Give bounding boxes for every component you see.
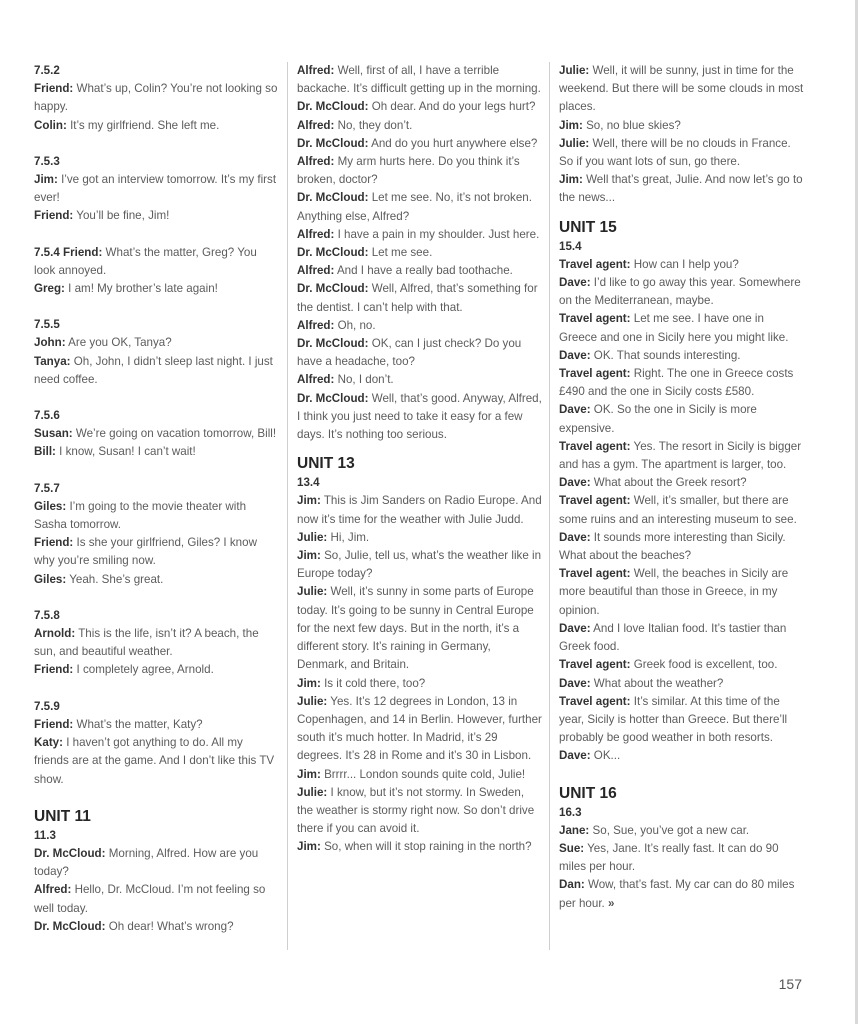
dialogue-text: Well, Alfred, that’s something for the dentist. I can’t help with that. (297, 282, 538, 314)
dialogue-line (297, 838, 543, 856)
speaker-name: Dave: (559, 621, 591, 635)
exercise-code: 7.5.9 (34, 699, 60, 713)
speaker-name: Travel agent: (559, 494, 631, 508)
dialogue-text: So, Julie, tell us, what’s the weather like in Europe today? (297, 549, 542, 581)
dialogue-text: My arm hurts here. Do you think it’s broken, doctor? (297, 155, 520, 187)
speaker-name: Alfred: (297, 318, 335, 332)
dialogue-text: I’d like to go away this year. Somewhere on the Mediterranean, maybe. (559, 276, 801, 308)
dialogue-line (559, 438, 805, 474)
unit-heading: UNIT 11 (34, 807, 91, 825)
dialogue-line (34, 353, 280, 389)
dialogue-text: Well that’s great, Julie. And now let’s go to the news... (559, 173, 803, 205)
dialogue-text: Well, it’s sunny in some parts of Europe today. It’s going to be sunny in Central Europe for the next few days. But in the north, it’s a different story. It’s raining in Germany, Denmark, and Britain. (297, 585, 534, 672)
dialogue-line (559, 876, 805, 912)
speaker-name: Dave: (559, 749, 591, 763)
dialogue-text: Brrrr... London sounds quite cold, Julie! (320, 767, 526, 781)
dialogue-line (559, 274, 805, 310)
dialogue-text: Well, it will be sunny, just in time for the weekend. But there will be some clouds in most places. (559, 64, 804, 114)
dialogue-line (559, 747, 805, 765)
dialogue-line (559, 256, 805, 274)
dialogue-line (34, 334, 280, 352)
dialogue-text: So, Sue, you’ve got a new car. (589, 823, 750, 837)
dialogue-text: I know, but it’s not stormy. In Sweden, the weather is stormy right now. So don’t drive there if you can avoid it. (297, 785, 535, 836)
dialogue-text: What’s up, Colin? You’re not looking so happy. (34, 82, 278, 114)
dialogue-text: OK. That sounds interesting. (590, 348, 741, 362)
dialogue-text: We’re going on vacation tomorrow, Bill! (72, 427, 277, 441)
transcript-section (34, 607, 280, 680)
speaker-name: Travel agent: (559, 567, 631, 581)
exercise-code: 7.5.8 (34, 608, 60, 622)
exercise-code: 7.5.4 (34, 245, 60, 259)
speaker-name: Travel agent: (559, 367, 631, 381)
dialogue-text: Wow, that’s fast. My car can do 80 miles per hour. (559, 878, 795, 910)
dialogue-text: Let me see. (368, 246, 433, 260)
dialogue-line (34, 425, 280, 443)
dialogue-text: You’ll be fine, Jim! (73, 209, 170, 223)
speaker-name: Jim: (297, 494, 321, 508)
speaker-name: Dr. McCloud: (297, 191, 369, 205)
transcript-section (34, 244, 280, 299)
dialogue-line (559, 310, 805, 346)
dialogue-line (559, 840, 805, 876)
dialogue-line (297, 390, 543, 445)
transcript-column-1 (34, 62, 280, 954)
dialogue-text: Let me see. I have one in Greece and one in Sicily here you might like. (559, 312, 789, 344)
transcript-section (34, 407, 280, 462)
transcript-column-2 (297, 62, 543, 875)
dialogue-line (297, 583, 543, 674)
dialogue-text: Is she your girlfriend, Giles? I know why you’re smiling now. (34, 536, 257, 568)
speaker-name: Tanya: (34, 354, 71, 368)
dialogue-text: This is the life, isn’t it? A beach, the sun, and beautiful weather. (34, 627, 259, 659)
speaker-name: Julie: (297, 785, 328, 799)
dialogue-line (559, 401, 805, 437)
dialogue-line (297, 335, 543, 371)
speaker-name: Friend: (34, 536, 74, 550)
dialogue-line (297, 693, 543, 766)
dialogue-text: I’m going to the movie theater with Sasha tomorrow. (34, 499, 247, 532)
speaker-name: Sue: (559, 841, 585, 855)
transcript-section (34, 62, 280, 135)
dialogue-text: I completely agree, Arnold. (73, 663, 214, 677)
speaker-name: Travel agent: (559, 257, 631, 271)
dialogue-line (297, 153, 543, 189)
dialogue-line (559, 474, 805, 492)
exercise-code: 7.5.3 (34, 154, 60, 168)
speaker-name: Dr. McCloud: (297, 391, 369, 405)
dialogue-line (559, 675, 805, 693)
dialogue-line (559, 656, 805, 674)
speaker-name: Dave: (559, 276, 591, 290)
exercise-code: 13.4 (297, 476, 320, 490)
speaker-name: Alfred: (297, 155, 335, 169)
dialogue-text: How can I help you? (630, 257, 739, 271)
dialogue-line (559, 565, 805, 620)
dialogue-text: Oh, no. (334, 318, 376, 332)
dialogue-text: Oh dear! What’s wrong? (105, 919, 234, 933)
dialogue-text: It’s similar. At this time of the year, Sicily is hotter than Greece. But there’ll probably be good weather in both resorts. (559, 694, 788, 745)
dialogue-line (34, 881, 280, 917)
dialogue-line (297, 117, 543, 135)
dialogue-line (297, 98, 543, 116)
dialogue-line (297, 492, 543, 528)
speaker-name: Travel agent: (559, 439, 631, 453)
speaker-name: Jim: (297, 767, 321, 781)
dialogue-line (34, 171, 280, 207)
dialogue-line (297, 62, 543, 98)
column-divider (549, 62, 550, 950)
transcript-section (34, 153, 280, 226)
speaker-name: Arnold: (34, 627, 76, 641)
speaker-name: Katy: (34, 736, 63, 750)
speaker-name: Jim: (34, 173, 58, 187)
dialogue-text: OK... (590, 749, 621, 763)
speaker-name: Dave: (559, 530, 591, 544)
speaker-name: Travel agent: (559, 694, 631, 708)
exercise-code: 16.3 (559, 805, 582, 819)
speaker-name: Dave: (559, 348, 591, 362)
exercise-code: 7.5.7 (34, 481, 60, 495)
dialogue-text: I’ve got an interview tomorrow. It’s my first ever! (34, 173, 277, 205)
page-number: 157 (778, 976, 802, 992)
speaker-name: Dave: (559, 676, 591, 690)
dialogue-line (559, 117, 805, 135)
transcript-continuation (559, 62, 805, 208)
speaker-name: Colin: (34, 118, 67, 132)
speaker-name: Friend: (34, 82, 74, 96)
transcript-section (34, 480, 280, 589)
speaker-name: Dan: (559, 878, 585, 892)
dialogue-line (34, 661, 280, 679)
speaker-name: Giles: (34, 499, 67, 513)
dialogue-text: I haven’t got anything to do. All my friends are at the game. And I don’t like this TV show. (34, 736, 275, 786)
continue-arrow-icon: » (608, 896, 614, 910)
dialogue-line (559, 620, 805, 656)
dialogue-text: Yes. It’s 12 degrees in London, 13 in Copenhagen, and 14 in Berlin. However, further south it’s much hotter. In Madrid, it’s 29 degrees. It’s 28 in Rome and it’s 30 in Lisbon. (297, 694, 542, 763)
dialogue-line (297, 675, 543, 693)
speaker-name: Alfred: (297, 373, 335, 387)
speaker-name: Friend: (34, 209, 74, 223)
dialogue-line (34, 534, 280, 570)
speaker-name: Travel agent: (559, 658, 631, 672)
unit-heading: UNIT 15 (559, 218, 617, 236)
dialogue-text: Let me see. No, it’s not broken. Anything else, Alfred? (297, 191, 532, 223)
speaker-name: Friend: (63, 245, 103, 259)
speaker-name: Dr. McCloud: (297, 136, 369, 150)
speaker-name: Alfred: (34, 883, 72, 897)
dialogue-line (297, 226, 543, 244)
speaker-name: Bill: (34, 445, 56, 459)
dialogue-text: Is it cold there, too? (320, 676, 426, 690)
speaker-name: Dr. McCloud: (297, 282, 369, 296)
dialogue-text: I know, Susan! I can’t wait! (55, 445, 196, 459)
speaker-name: Friend: (34, 663, 74, 677)
dialogue-line (559, 347, 805, 365)
dialogue-line (34, 571, 280, 589)
dialogue-line (34, 80, 280, 116)
exercise-code: 7.5.6 (34, 409, 60, 423)
dialogue-text: This is Jim Sanders on Radio Europe. And now it’s time for the weather with Julie Judd. (297, 494, 542, 526)
dialogue-text: What about the weather? (590, 676, 724, 690)
speaker-name: Julie: (559, 64, 590, 77)
exercise-code: 15.4 (559, 239, 582, 253)
dialogue-text: And I love Italian food. It’s tastier than Greek food. (559, 621, 787, 654)
dialogue-line (559, 365, 805, 401)
dialogue-text: What’s the matter, Katy? (73, 717, 203, 731)
dialogue-line (34, 498, 280, 534)
dialogue-text: Yes, Jane. It’s really fast. It can do 90 miles per hour. (559, 841, 779, 874)
dialogue-text: Right. The one in Greece costs £490 and the one in Sicily costs £580. (559, 367, 794, 399)
dialogue-text: Greek food is excellent, too. (630, 658, 778, 672)
speaker-name: Dr. McCloud: (297, 337, 369, 351)
unit-heading: UNIT 16 (559, 784, 617, 802)
speaker-name: Greg: (34, 282, 65, 296)
speaker-name: Alfred: (297, 227, 335, 241)
speaker-name: Jim: (559, 173, 583, 187)
speaker-name: Julie: (297, 585, 328, 599)
speaker-name: Jim: (297, 840, 321, 854)
unit-heading: UNIT 13 (297, 455, 355, 473)
dialogue-text: I have a pain in my shoulder. Just here. (334, 227, 540, 241)
speaker-name: Jane: (559, 823, 590, 837)
transcript-continuation (297, 62, 543, 444)
dialogue-line (297, 262, 543, 280)
dialogue-line (559, 171, 805, 207)
dialogue-text: OK. So the one in Sicily is more expensive. (559, 403, 757, 435)
dialogue-line (559, 822, 805, 840)
speaker-name: Jim: (297, 549, 321, 563)
dialogue-line (34, 625, 280, 661)
speaker-name: Julie: (559, 136, 590, 150)
dialogue-text: Well, there will be no clouds in France. So if you want lots of sun, go there. (559, 136, 791, 169)
unit-section (34, 807, 280, 936)
dialogue-text: Yes. The resort in Sicily is bigger and has a gym. The apartment is larger, too. (559, 439, 802, 472)
dialogue-text: Well, it’s smaller, but there are some ruins and an interesting museum to see. (559, 494, 797, 526)
dialogue-line (34, 117, 280, 135)
speaker-name: Dr. McCloud: (34, 919, 106, 933)
dialogue-text: No, they don’t. (334, 118, 413, 132)
dialogue-text: And I have a really bad toothache. (334, 264, 513, 278)
dialogue-line (297, 135, 543, 153)
dialogue-line (559, 529, 805, 565)
dialogue-line (34, 244, 280, 280)
exercise-code: 7.5.5 (34, 318, 60, 332)
dialogue-text: Hi, Jim. (327, 530, 370, 544)
dialogue-text: It’s my girlfriend. She left me. (66, 118, 220, 132)
speaker-name: John: (34, 336, 66, 350)
dialogue-line (559, 492, 805, 528)
unit-section (559, 218, 805, 766)
dialogue-text: So, when will it stop raining in the north? (320, 840, 532, 854)
dialogue-line (297, 280, 543, 316)
dialogue-line (297, 766, 543, 784)
dialogue-line (297, 784, 543, 839)
transcript-column-3 (559, 62, 805, 931)
exercise-code: 7.5.2 (34, 64, 60, 77)
dialogue-line (297, 529, 543, 547)
dialogue-text: So, no blue skies? (582, 118, 681, 132)
dialogue-text: OK, can I just check? Do you have a headache, too? (297, 337, 522, 369)
dialogue-line (297, 317, 543, 335)
speaker-name: Jim: (297, 676, 321, 690)
dialogue-text: Oh, John, I didn’t sleep last night. I just need coffee. (34, 354, 273, 386)
speaker-name: Dave: (559, 476, 591, 490)
speaker-name: Dr. McCloud: (34, 846, 106, 860)
dialogue-line (34, 734, 280, 789)
column-divider (287, 62, 288, 950)
speaker-name: Susan: (34, 427, 73, 441)
dialogue-line (297, 189, 543, 225)
unit-section (297, 454, 543, 856)
dialogue-text: I am! My brother’s late again! (64, 282, 218, 296)
dialogue-text: Oh dear. And do your legs hurt? (368, 100, 536, 114)
speaker-name: Dave: (559, 403, 591, 417)
speaker-name: Alfred: (297, 264, 335, 278)
transcript-section (34, 698, 280, 789)
speaker-name: Dr. McCloud: (297, 100, 369, 114)
dialogue-text: It sounds more interesting than Sicily. What about the beaches? (559, 530, 786, 563)
speaker-name: Alfred: (297, 64, 335, 77)
dialogue-text: Well, the beaches in Sicily are more beautiful than those in Greece, in my opinion. (559, 567, 789, 617)
dialogue-line (34, 443, 280, 461)
transcript-section (34, 316, 280, 389)
speaker-name: Julie: (297, 694, 328, 708)
speaker-name: Dr. McCloud: (297, 246, 369, 260)
dialogue-line (34, 918, 280, 936)
dialogue-text: Are you OK, Tanya? (65, 336, 172, 350)
dialogue-text: Well, that’s good. Anyway, Alfred, I think you just need to take it easy for a few days. It’s nothing too serious. (297, 391, 542, 442)
speaker-name: Julie: (297, 530, 328, 544)
speaker-name: Alfred: (297, 118, 335, 132)
dialogue-line (297, 547, 543, 583)
dialogue-text: Well, first of all, I have a terrible backache. It’s difficult getting up in the morning. (297, 64, 541, 96)
dialogue-line (34, 845, 280, 881)
dialogue-line (34, 207, 280, 225)
exercise-code: 11.3 (34, 828, 56, 842)
dialogue-text: No, I don’t. (334, 373, 394, 387)
dialogue-text: Hello, Dr. McCloud. I’m not feeling so well today. (34, 883, 266, 915)
dialogue-text: Morning, Alfred. How are you today? (34, 846, 259, 879)
speaker-name: Giles: (34, 572, 67, 586)
dialogue-line (559, 693, 805, 748)
speaker-name: Travel agent: (559, 312, 631, 326)
dialogue-line (559, 135, 805, 171)
dialogue-line (297, 244, 543, 262)
dialogue-text: And do you hurt anywhere else? (368, 136, 538, 150)
dialogue-line (297, 371, 543, 389)
speaker-name: Jim: (559, 118, 583, 132)
dialogue-line (34, 280, 280, 298)
dialogue-text: Yeah. She’s great. (66, 572, 164, 586)
dialogue-line (34, 716, 280, 734)
dialogue-line (559, 62, 805, 117)
unit-section (559, 784, 805, 913)
dialogue-text: What about the Greek resort? (590, 476, 747, 490)
dialogue-text: What’s the matter, Greg? You look annoyed. (34, 245, 257, 277)
speaker-name: Friend: (34, 717, 74, 731)
